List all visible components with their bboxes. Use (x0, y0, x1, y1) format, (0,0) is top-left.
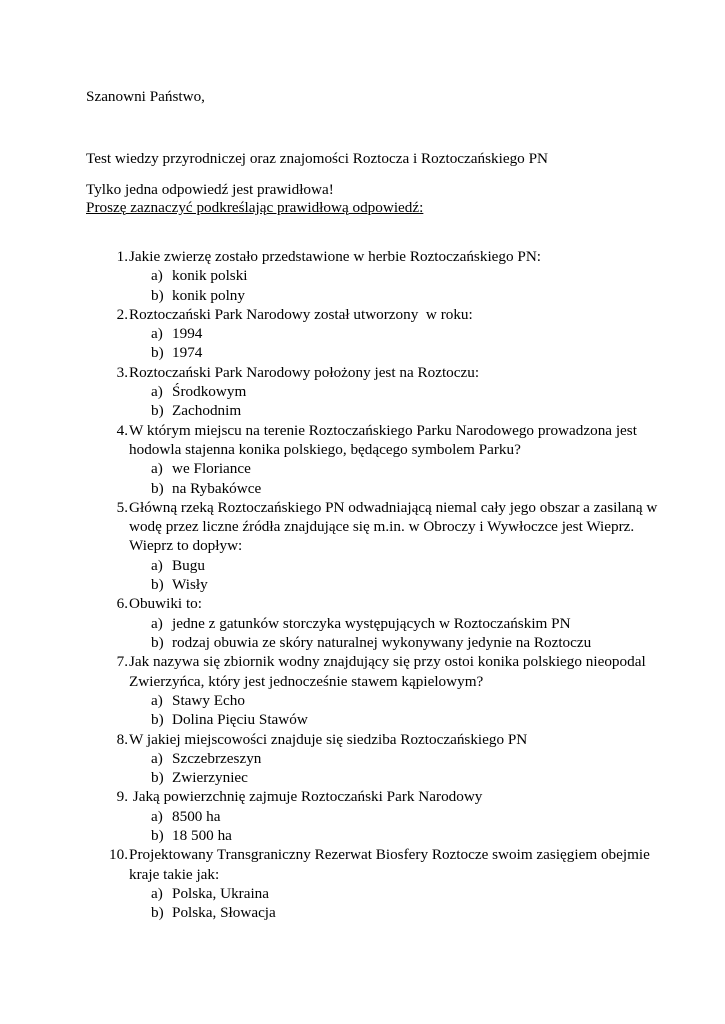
answer-letter: b) (151, 576, 164, 594)
answer-option[interactable] (86, 324, 646, 343)
answer-option[interactable] (86, 614, 646, 633)
answer-option[interactable] (86, 903, 646, 922)
answer-text: we Floriance (172, 460, 251, 478)
answer-option[interactable] (86, 768, 646, 787)
answer-text: konik polski (172, 267, 248, 285)
answer-text: Polska, Ukraina (172, 884, 270, 902)
question-number: 4. (116, 421, 128, 439)
question-item (86, 305, 646, 363)
question-text: Roztoczański Park Narodowy został utworzony w roku: (129, 305, 473, 323)
question-number: 5. (116, 498, 128, 516)
test-title: Test wiedzy przyrodniczej oraz znajomości Roztocza i Roztoczańskiego PN (86, 150, 548, 167)
question-number: 3. (116, 363, 128, 381)
question-number: 10. (109, 846, 128, 864)
answer-text: Stawy Echo (172, 691, 245, 709)
answer-option[interactable] (86, 343, 646, 362)
answer-text: Środkowym (172, 383, 247, 401)
question-text: W którym miejscu na terenie Roztoczańskiego Parku Narodowego prowadzona jest (129, 421, 637, 439)
question-item (86, 421, 646, 498)
answer-option[interactable] (86, 826, 646, 845)
question-text: kraje takie jak: (129, 865, 220, 883)
answer-option[interactable] (86, 710, 646, 729)
answer-letter: b) (151, 402, 164, 420)
question-item (86, 787, 646, 845)
instruction-underline-answer: Proszę zaznaczyć podkreślając prawidłową odpowiedź: (86, 199, 424, 216)
question-text: Projektowany Transgraniczny Rezerwat Biosfery Roztocze swoim zasięgiem obejmie (129, 846, 650, 864)
answer-letter: b) (151, 286, 164, 304)
question-number: 9. (116, 788, 128, 806)
question-number: 2. (116, 305, 128, 323)
answer-option[interactable] (86, 556, 646, 575)
answer-option[interactable] (86, 633, 646, 652)
greeting: Szanowni Państwo, (86, 88, 205, 105)
answer-letter: a) (151, 556, 163, 574)
answer-letter: b) (151, 479, 164, 497)
question-number: 8. (116, 730, 128, 748)
question-text: wodę przez liczne źródła znajdujące się m.in. w Obroczy i Wywłoczce jest Wieprz. (129, 518, 635, 536)
answer-option[interactable] (86, 401, 646, 420)
question-item (86, 845, 650, 922)
answer-letter: b) (151, 344, 164, 362)
question-text: Roztoczański Park Narodowy położony jest na Roztoczu: (129, 363, 480, 381)
answer-text: 1994 (172, 325, 203, 343)
answer-option[interactable] (86, 479, 646, 498)
question-text: Jak nazywa się zbiornik wodny znajdujący się przy ostoi konika polskiego nieopodal (129, 653, 646, 671)
answer-text: 1974 (172, 344, 203, 362)
answer-letter: b) (151, 826, 164, 844)
answer-text: 8500 ha (172, 807, 221, 825)
answer-option[interactable] (86, 575, 646, 594)
answer-letter: a) (151, 267, 163, 285)
answer-option[interactable] (86, 266, 646, 285)
answer-letter: b) (151, 711, 164, 729)
answer-letter: a) (151, 884, 163, 902)
question-text: Wieprz to dopływ: (129, 537, 243, 555)
answer-text: Zwierzyniec (172, 769, 248, 787)
answer-option[interactable] (86, 691, 646, 710)
question-item (86, 247, 646, 305)
question-item (86, 594, 646, 652)
answer-text: Dolina Pięciu Stawów (172, 711, 308, 729)
answer-option[interactable] (86, 459, 646, 478)
question-item (86, 730, 646, 788)
answer-letter: a) (151, 460, 163, 478)
answer-letter: b) (151, 904, 164, 922)
question-item (86, 498, 658, 594)
answer-option[interactable] (86, 286, 646, 305)
question-item (86, 652, 646, 729)
question-text: Główną rzeką Roztoczańskiego PN odwadniającą niemal cały jego obszar a zasilaną w (129, 498, 658, 516)
answer-letter: b) (151, 769, 164, 787)
answer-letter: a) (151, 691, 163, 709)
answer-letter: a) (151, 807, 163, 825)
question-number: 6. (116, 595, 128, 613)
answer-text: konik polny (172, 286, 245, 304)
answer-option[interactable] (86, 807, 646, 826)
answer-text: 18 500 ha (172, 826, 232, 844)
question-text: Jakie zwierzę zostało przedstawione w herbie Roztoczańskiego PN: (129, 248, 542, 265)
question-text: Obuwiki to: (129, 595, 202, 613)
answer-text: Polska, Słowacja (172, 904, 276, 922)
question-item (86, 363, 646, 421)
instruction-single-answer: Tylko jedna odpowiedź jest prawidłowa! (86, 181, 334, 198)
answer-text: Zachodnim (172, 402, 242, 420)
question-number: 1. (116, 248, 128, 265)
answer-letter: a) (151, 614, 163, 632)
answer-text: jedne z gatunków storczyka występujących w Roztoczańskim PN (172, 614, 571, 632)
answer-option[interactable] (86, 749, 646, 768)
answer-text: Bugu (172, 556, 205, 574)
question-text: W jakiej miejscowości znajduje się siedziba Roztoczańskiego PN (129, 730, 528, 748)
answer-letter: a) (151, 325, 163, 343)
answer-text: Szczebrzeszyn (172, 749, 262, 767)
question-number: 7. (116, 653, 128, 671)
question-text: Jaką powierzchnię zajmuje Roztoczański Park Narodowy (129, 788, 483, 806)
question-text: Zwierzyńca, który jest jednocześnie stawem kąpielowym? (129, 672, 484, 690)
answer-text: Wisły (172, 576, 208, 594)
answer-text: na Rybakówce (172, 479, 262, 497)
answer-letter: a) (151, 749, 163, 767)
answer-option[interactable] (86, 382, 646, 401)
answer-letter: a) (151, 383, 163, 401)
answer-text: rodzaj obuwia ze skóry naturalnej wykonywany jedynie na Roztoczu (172, 633, 592, 651)
question-text: hodowla stajenna konika polskiego, będącego symbolem Parku? (129, 440, 521, 458)
answer-option[interactable] (86, 884, 646, 903)
answer-letter: b) (151, 633, 164, 651)
